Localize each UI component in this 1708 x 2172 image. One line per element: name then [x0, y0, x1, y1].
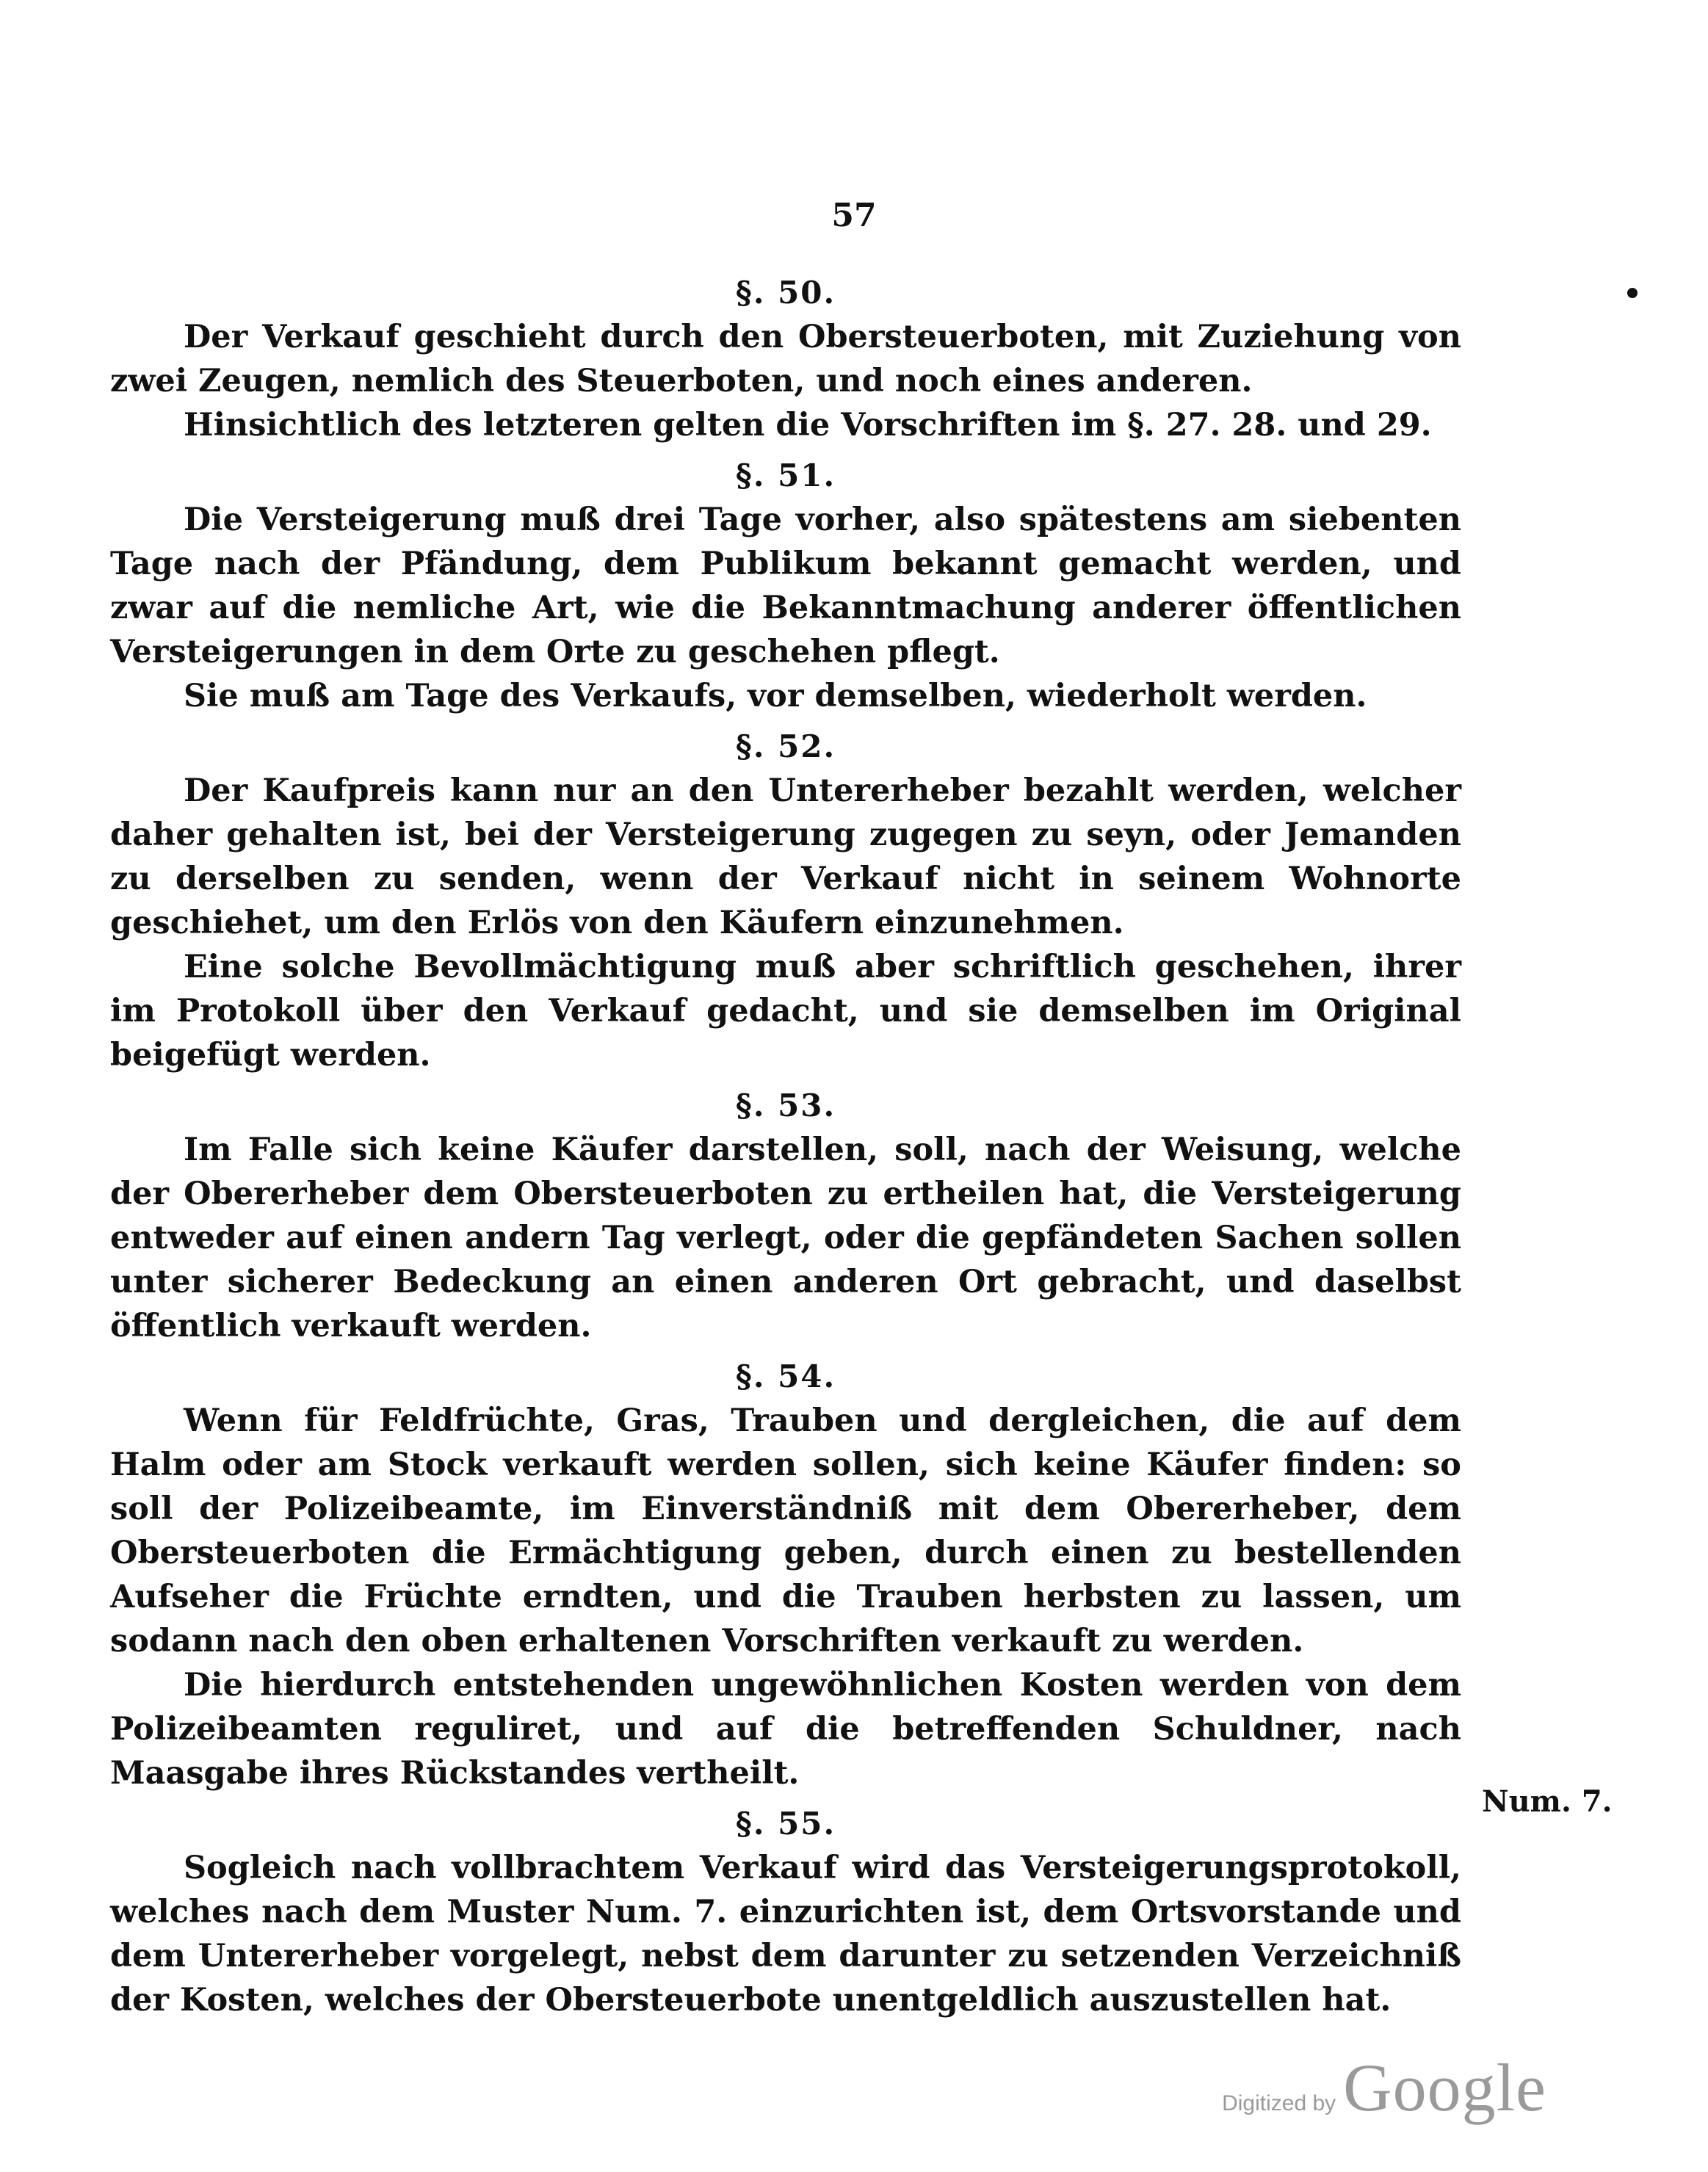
paragraph: Hinsichtlich des letzteren gelten die Vorschriften im §. 27. 28. und 29.	[184, 407, 1432, 444]
section-51	[110, 457, 1461, 718]
section-heading: §. 55.	[735, 1806, 836, 1842]
margin-note: Num. 7.	[1482, 1784, 1613, 1819]
digitization-watermark	[1222, 2049, 1546, 2126]
paragraph: Der Verkauf geschieht durch den Obersteuerboten, mit Zuziehung von zwei Zeugen, nemlich des Steuerboten, und noch eines anderen.	[110, 319, 1461, 399]
paragraph: Wenn für Feldfrüchte, Gras, Trauben und dergleichen, die auf dem Halm oder am Stock verkauft werden sollen, sich keine Käufer finden: so soll der Polizeibeamte, im Einverständniß mit dem Obererheber, dem Obersteuerboten die Ermächtigung geben, durch einen zu bestellenden Aufseher die Früchte erndten, und die Trauben herbsten zu lassen, um sodann nach den oben erhaltenen Vorschriften verkauft zu werden.	[110, 1402, 1461, 1659]
paragraph: Sie muß am Tage des Verkaufs, vor demselben, wiederholt werden.	[184, 678, 1367, 714]
paragraph: Der Kaufpreis kann nur an den Untererheber bezahlt werden, welcher daher gehalten ist, bei der Versteigerung zugegen zu seyn, oder Jemanden zu derselben zu senden, wenn der Verkauf nicht in seinem Wohnorte geschiehet, um den Erlös von den Käufern einzunehmen.	[110, 772, 1461, 941]
section-54	[110, 1358, 1461, 1795]
section-heading: §. 50.	[735, 275, 836, 311]
watermark-prefix: Digitized by	[1222, 2091, 1336, 2115]
section-52	[110, 728, 1461, 1077]
section-heading: §. 54.	[735, 1358, 836, 1394]
section-53	[110, 1087, 1461, 1348]
body-text	[110, 264, 1461, 2022]
ink-speck	[1627, 288, 1638, 298]
watermark-logo: Google	[1343, 2050, 1546, 2125]
paragraph: Die Versteigerung muß drei Tage vorher, also spätestens am siebenten Tage nach der Pfändung, dem Publikum bekannt gemacht werden, und zwar auf die nemliche Art, wie die Bekanntmachung anderer öffentlichen Versteigerungen in dem Orte zu geschehen pflegt.	[110, 502, 1461, 670]
section-55	[110, 1806, 1461, 2022]
paragraph: Eine solche Bevollmächtigung muß aber schriftlich geschehen, ihrer im Protokoll über den Verkauf gedacht, und sie demselben im Original beigefügt werden.	[110, 949, 1461, 1074]
paragraph: Die hierdurch entstehenden ungewöhnlichen Kosten werden von dem Polizeibeamten reguliret, und auf die betreffenden Schuldner, nach Maasgabe ihres Rückstandes vertheilt.	[110, 1667, 1461, 1792]
page-number: 57	[831, 197, 877, 234]
section-heading: §. 53.	[735, 1087, 836, 1123]
paragraph: Im Falle sich keine Käufer darstellen, soll, nach der Weisung, welche der Obererheber dem Obersteuerboten zu ertheilen hat, die Versteigerung entweder auf einen andern Tag verlegt, oder die gepfändeten Sachen sollen unter sicherer Bedeckung an einen anderen Ort gebracht, und daselbst öffentlich verkauft werden.	[110, 1132, 1461, 1344]
section-50	[110, 275, 1461, 447]
section-heading: §. 52.	[735, 728, 836, 764]
paragraph: Sogleich nach vollbrachtem Verkauf wird das Versteigerungsprotokoll, welches nach dem Muster Num. 7. einzurichten ist, dem Ortsvorstande und dem Untererheber vorgelegt, nebst dem darunter zu setzenden Verzeichniß der Kosten, welches der Obersteuerbote unentgeldlich auszustellen hat.	[110, 1850, 1461, 2019]
section-heading: §. 51.	[735, 457, 836, 493]
